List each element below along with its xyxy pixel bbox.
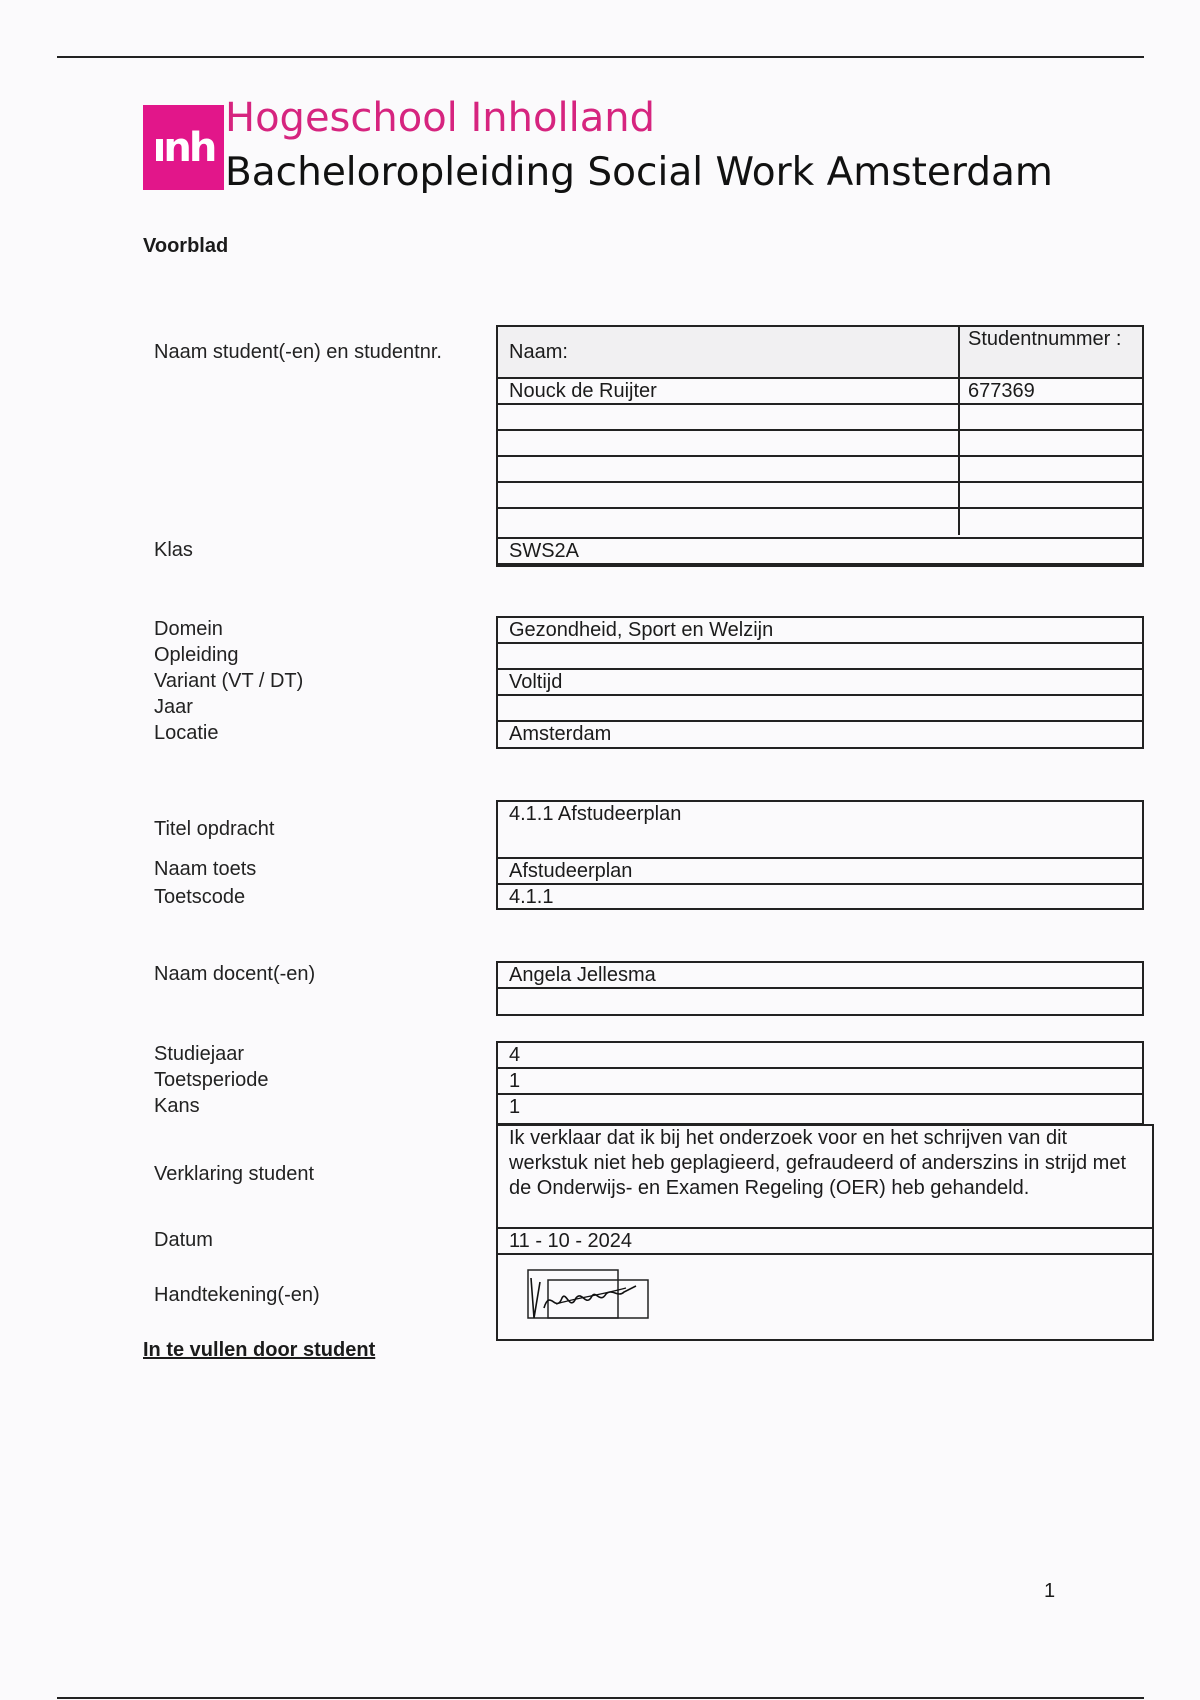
student-number[interactable] — [960, 431, 1142, 455]
toetscode-value[interactable]: 4.1.1 — [509, 886, 554, 908]
klas-value[interactable]: SWS2A — [509, 540, 580, 562]
table-row[interactable] — [498, 379, 1142, 405]
students-table — [496, 325, 1144, 567]
school-name: Hogeschool Inholland — [225, 95, 655, 141]
docent-value[interactable] — [498, 989, 1142, 1015]
domein-label: Domein — [154, 618, 223, 640]
header-number: Studentnummer : — [968, 328, 1122, 350]
students-table-header — [498, 327, 1142, 379]
programme-title: Bacheloropleiding Social Work Amsterdam — [225, 150, 1053, 195]
locatie-label: Locatie — [154, 722, 219, 744]
table-row[interactable] — [498, 431, 1142, 457]
titel-opdracht-label: Titel opdracht — [154, 818, 275, 840]
jaar-value[interactable] — [498, 696, 1142, 722]
students-label: Naam student(-en) en studentnr. — [154, 341, 442, 363]
student-number[interactable] — [960, 405, 1142, 429]
opleiding-label: Opleiding — [154, 644, 239, 666]
table-row[interactable] — [498, 483, 1142, 509]
assignment-table — [496, 800, 1144, 910]
student-name[interactable] — [498, 405, 960, 429]
handtekening-label: Handtekening(-en) — [154, 1284, 320, 1306]
inholland-logo — [143, 105, 224, 190]
toetsperiode-value[interactable]: 1 — [498, 1069, 1142, 1095]
student-number[interactable] — [960, 457, 1142, 481]
student-name[interactable] — [498, 509, 960, 535]
student-name[interactable] — [498, 457, 960, 481]
student-name[interactable] — [498, 483, 960, 507]
verklaring-label: Verklaring student — [154, 1163, 315, 1185]
jaar-label: Jaar — [154, 696, 193, 718]
kans-value[interactable]: 1 — [509, 1096, 521, 1118]
header-name: Naam: — [498, 327, 960, 377]
footer-note: In te vullen door student — [143, 1339, 376, 1361]
table-row[interactable] — [498, 457, 1142, 483]
bottom-rule — [57, 1697, 1144, 1699]
opleiding-value[interactable] — [498, 644, 1142, 670]
locatie-value[interactable]: Amsterdam — [509, 723, 612, 745]
naam-toets-value[interactable]: Afstudeerplan — [498, 859, 1142, 885]
klas-label: Klas — [154, 539, 193, 561]
top-rule — [57, 56, 1144, 58]
table-row[interactable] — [498, 509, 1142, 535]
student-name[interactable] — [498, 431, 960, 455]
verklaring-text: Ik verklaar dat ik bij het onderzoek voor en het schrijven van dit werkstuk niet heb geplagieerd, gefraudeerd of anderszins in strijd met de Onderwijs- en Examen Regeling (OER) heb gehandeld. — [498, 1126, 1152, 1229]
variant-value[interactable]: Voltijd — [498, 670, 1142, 696]
declaration-table — [496, 1124, 1154, 1341]
signature-field[interactable] — [498, 1255, 1152, 1339]
domein-value[interactable]: Gezondheid, Sport en Welzijn — [498, 618, 1142, 644]
period-table — [496, 1041, 1144, 1125]
titel-opdracht-value[interactable]: 4.1.1 Afstudeerplan — [498, 802, 1142, 859]
studiejaar-label: Studiejaar — [154, 1043, 245, 1065]
program-info-table — [496, 616, 1144, 749]
datum-value[interactable]: 11 - 10 - 2024 — [498, 1229, 1152, 1255]
toetsperiode-label: Toetsperiode — [154, 1069, 269, 1091]
student-number[interactable] — [960, 509, 1142, 535]
studiejaar-value[interactable]: 4 — [498, 1043, 1142, 1069]
student-number[interactable] — [960, 483, 1142, 507]
datum-label: Datum — [154, 1229, 213, 1251]
student-name[interactable]: Nouck de Ruijter — [498, 379, 960, 403]
table-row[interactable] — [498, 405, 1142, 431]
docent-label: Naam docent(-en) — [154, 963, 316, 985]
student-number[interactable]: 677369 — [968, 380, 1035, 402]
page-title: Voorblad — [143, 235, 229, 257]
docent-table — [496, 961, 1144, 1016]
variant-label: Variant (VT / DT) — [154, 670, 304, 692]
logo-text: ınh — [152, 124, 215, 171]
kans-label: Kans — [154, 1095, 200, 1117]
naam-toets-label: Naam toets — [154, 858, 257, 880]
docent-value[interactable]: Angela Jellesma — [498, 963, 1142, 989]
page-number: 1 — [1044, 1580, 1056, 1602]
toetscode-label: Toetscode — [154, 886, 246, 908]
klas-field[interactable] — [496, 537, 1144, 565]
signature-icon — [526, 1268, 656, 1324]
